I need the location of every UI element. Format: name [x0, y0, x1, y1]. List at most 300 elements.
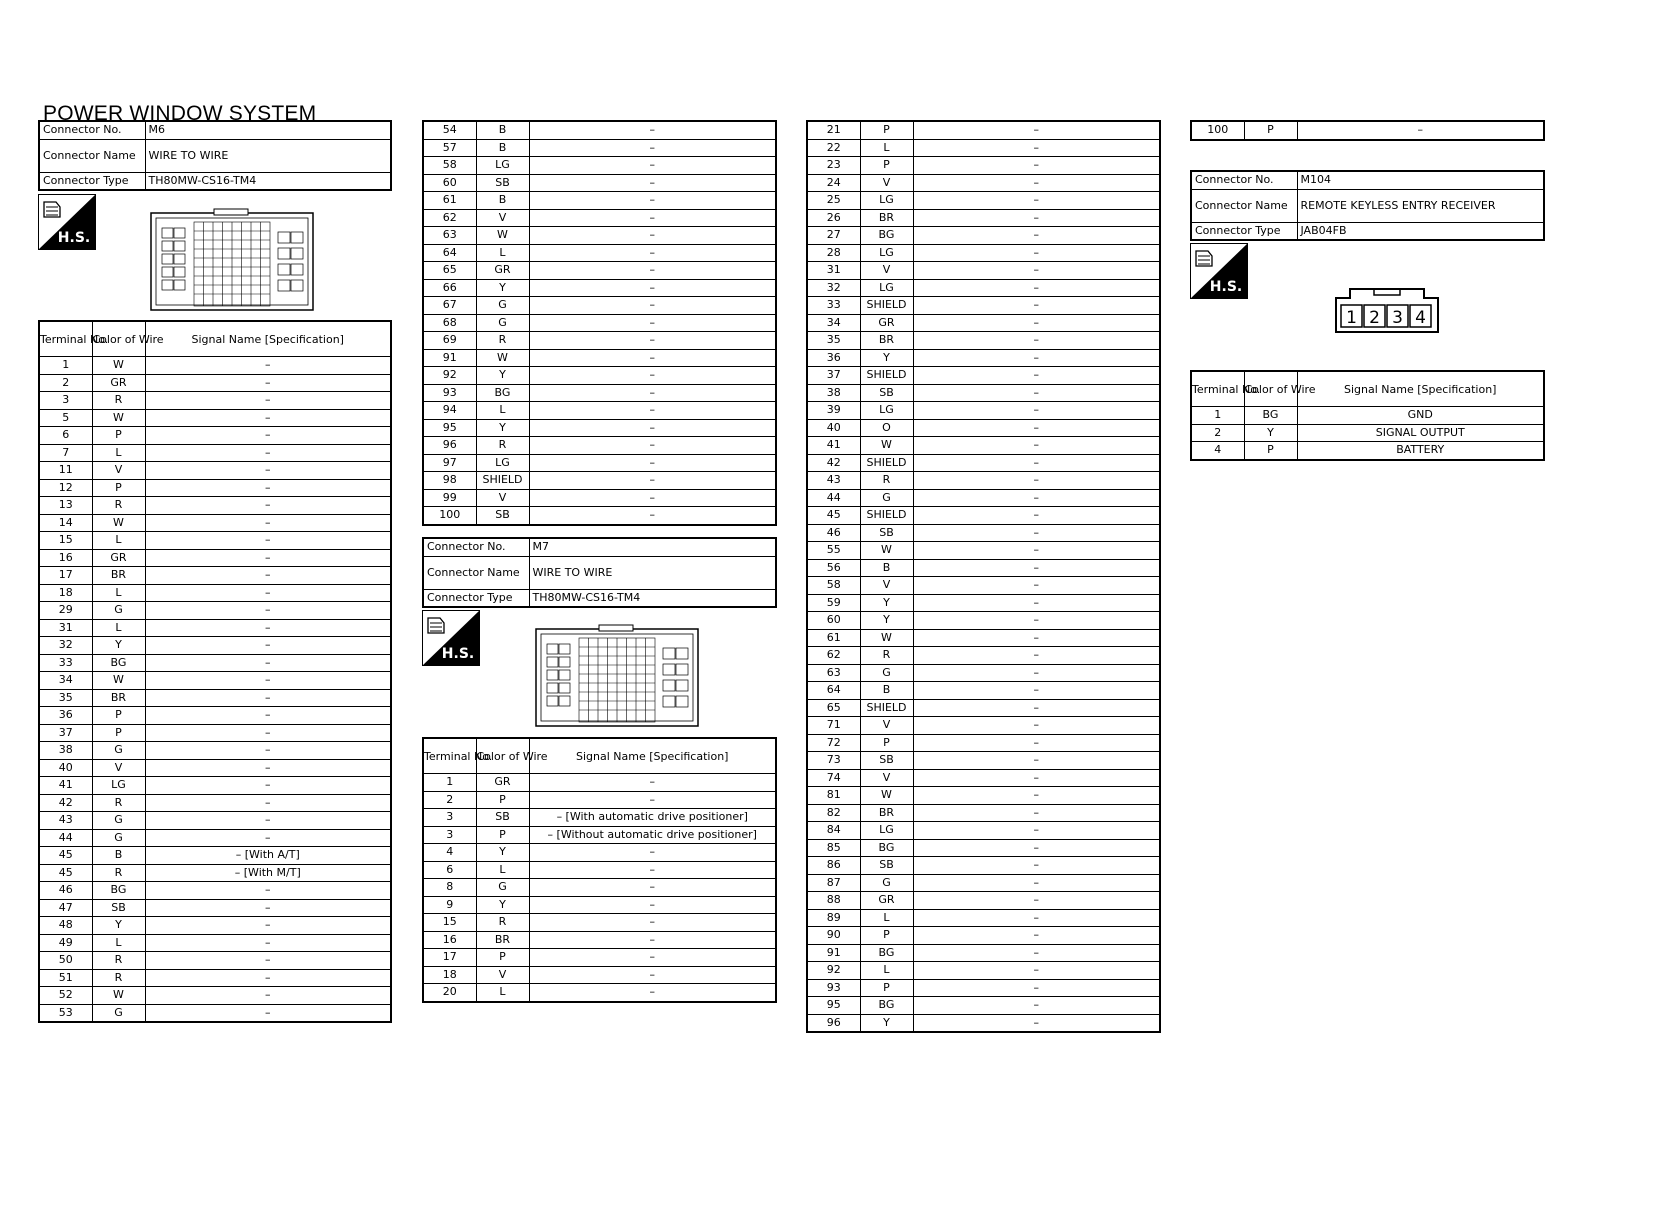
signal-name-cell: –	[913, 857, 1160, 875]
wire-color-cell: BR	[476, 931, 529, 949]
signal-name-cell: –	[913, 909, 1160, 927]
table-row	[807, 769, 1160, 787]
wire-color-cell: SHIELD	[860, 507, 913, 525]
terminal-no-cell: 71	[807, 717, 860, 735]
terminal-no-cell: 91	[807, 944, 860, 962]
table-row	[423, 437, 776, 455]
signal-name-cell: –	[913, 979, 1160, 997]
signal-name-cell: –	[913, 262, 1160, 280]
table-row	[807, 472, 1160, 490]
terminal-no-cell: 44	[807, 489, 860, 507]
m7-terminal-table-continued	[806, 120, 1161, 1033]
wire-color-cell: Y	[476, 279, 529, 297]
signal-name-cell: –	[913, 1014, 1160, 1032]
table-row	[1191, 121, 1544, 140]
terminal-no-cell: 18	[423, 966, 476, 984]
table-row	[39, 514, 391, 532]
table-row	[39, 952, 391, 970]
terminal-no-cell: 96	[807, 1014, 860, 1032]
table-row	[423, 157, 776, 175]
wire-color-cell: V	[92, 759, 145, 777]
terminal-no-cell: 50	[39, 952, 92, 970]
wire-color-cell: R	[860, 647, 913, 665]
m104-rows	[1191, 407, 1544, 460]
signal-name-cell: –	[913, 664, 1160, 682]
table-row	[807, 559, 1160, 577]
wire-color-cell: Y	[476, 419, 529, 437]
signal-name-cell: BATTERY	[1297, 442, 1544, 460]
table-row	[423, 791, 776, 809]
signal-name-cell: –	[145, 654, 391, 672]
m7-last-rows	[1191, 121, 1544, 140]
wire-color-cell: R	[860, 472, 913, 490]
terminal-no-cell: 61	[423, 192, 476, 210]
wire-color-cell: V	[476, 489, 529, 507]
terminal-no-cell: 88	[807, 892, 860, 910]
wire-color-cell: Y	[860, 1014, 913, 1032]
terminal-no-cell: 64	[807, 682, 860, 700]
wire-color-cell: R	[476, 437, 529, 455]
table-row	[807, 664, 1160, 682]
wire-color-cell: LG	[476, 157, 529, 175]
table-row	[423, 774, 776, 792]
m104-terminal-table	[1190, 370, 1545, 461]
wire-color-cell: BG	[1244, 407, 1297, 425]
signal-name-cell: –	[145, 462, 391, 480]
table-row	[423, 279, 776, 297]
table-row	[39, 567, 391, 585]
table-row	[423, 914, 776, 932]
signal-name-cell: –	[145, 427, 391, 445]
signal-name-cell: –	[529, 861, 776, 879]
hs-badge-icon	[38, 194, 96, 250]
wire-color-cell: G	[92, 829, 145, 847]
wire-color-cell: P	[476, 949, 529, 967]
terminal-no-header: Terminal No.	[39, 321, 92, 357]
table-row	[423, 879, 776, 897]
table-row	[807, 209, 1160, 227]
signal-name-cell: –	[913, 892, 1160, 910]
signal-name-cell: –	[913, 454, 1160, 472]
wire-color-cell: L	[92, 934, 145, 952]
signal-name-cell: –	[529, 791, 776, 809]
wire-color-cell: SHIELD	[860, 699, 913, 717]
wire-color-cell: R	[92, 969, 145, 987]
wire-color-cell: B	[476, 139, 529, 157]
terminal-no-cell: 11	[39, 462, 92, 480]
wire-color-cell: L	[476, 244, 529, 262]
wire-color-cell: GR	[476, 262, 529, 280]
terminal-no-cell: 39	[807, 402, 860, 420]
table-row	[39, 934, 391, 952]
signal-name-cell: –	[145, 549, 391, 567]
signal-name-cell: –	[913, 244, 1160, 262]
table-row	[423, 192, 776, 210]
terminal-no-cell: 84	[807, 822, 860, 840]
wire-color-cell: LG	[92, 777, 145, 795]
terminal-no-cell: 40	[39, 759, 92, 777]
terminal-no-cell: 60	[807, 612, 860, 630]
wire-color-cell: W	[860, 629, 913, 647]
signal-name-cell: –	[913, 752, 1160, 770]
terminal-no-cell: 55	[807, 542, 860, 560]
signal-name-cell: –	[529, 174, 776, 192]
terminal-no-cell: 33	[39, 654, 92, 672]
terminal-no-cell: 42	[39, 794, 92, 812]
terminal-no-cell: 28	[807, 244, 860, 262]
wire-color-cell: G	[92, 742, 145, 760]
wire-color-cell: V	[860, 577, 913, 595]
table-row	[807, 577, 1160, 595]
table-row	[807, 139, 1160, 157]
table-row	[807, 174, 1160, 192]
terminal-no-cell: 34	[807, 314, 860, 332]
wire-color-cell: Y	[1244, 424, 1297, 442]
m6-terminal-table	[38, 320, 392, 1023]
wire-color-cell: SB	[476, 809, 529, 827]
table-row	[39, 812, 391, 830]
table-row	[807, 944, 1160, 962]
signal-name-cell: –	[913, 542, 1160, 560]
wire-color-cell: GR	[92, 549, 145, 567]
signal-name-cell: – [With A/T]	[145, 847, 391, 865]
table-row	[39, 759, 391, 777]
wire-color-cell: SHIELD	[860, 367, 913, 385]
connector-no-value: M104	[1297, 171, 1544, 189]
table-row	[807, 734, 1160, 752]
wire-color-cell: W	[92, 987, 145, 1005]
terminal-no-cell: 35	[807, 332, 860, 350]
wire-color-cell: LG	[860, 244, 913, 262]
table-row	[807, 384, 1160, 402]
signal-name-cell: –	[529, 279, 776, 297]
wire-color-cell: BR	[860, 804, 913, 822]
terminal-no-cell: 92	[423, 367, 476, 385]
terminal-no-cell: 62	[807, 647, 860, 665]
signal-name-cell: –	[529, 472, 776, 490]
terminal-no-cell: 45	[39, 864, 92, 882]
table-row	[807, 1014, 1160, 1032]
signal-name-cell: –	[913, 559, 1160, 577]
terminal-no-cell: 62	[423, 209, 476, 227]
terminal-no-cell: 60	[423, 174, 476, 192]
signal-name-cell: –	[913, 192, 1160, 210]
table-row	[423, 402, 776, 420]
wire-color-cell: BR	[92, 567, 145, 585]
terminal-no-cell: 46	[39, 882, 92, 900]
wire-color-cell: V	[92, 462, 145, 480]
table-row	[807, 227, 1160, 245]
connector-name-value: WIRE TO WIRE	[529, 556, 776, 589]
table-row	[1191, 407, 1544, 425]
wire-color-cell: Y	[92, 637, 145, 655]
terminal-no-cell: 31	[39, 619, 92, 637]
pin-label: 3	[1392, 308, 1403, 328]
wire-color-cell: SHIELD	[860, 297, 913, 315]
signal-name-cell: –	[145, 392, 391, 410]
wire-color-cell: L	[92, 619, 145, 637]
m7-terminal-table	[422, 737, 777, 1003]
signal-name-cell: –	[145, 672, 391, 690]
signal-name-cell: –	[145, 742, 391, 760]
wire-color-cell: V	[860, 174, 913, 192]
table-row	[423, 174, 776, 192]
table-row	[39, 899, 391, 917]
wire-color-cell: LG	[860, 822, 913, 840]
table-row	[39, 392, 391, 410]
wire-color-cell: Y	[476, 896, 529, 914]
signal-name-cell: –	[913, 682, 1160, 700]
signal-name-cell: –	[145, 934, 391, 952]
connector-type-value: TH80MW-CS16-TM4	[529, 589, 776, 607]
wire-color-cell: G	[92, 602, 145, 620]
connector-no-label: Connector No.	[1191, 171, 1297, 189]
table-row	[807, 647, 1160, 665]
terminal-no-cell: 46	[807, 524, 860, 542]
terminal-no-cell: 90	[807, 927, 860, 945]
table-row	[807, 892, 1160, 910]
wire-color-cell: L	[476, 402, 529, 420]
pin-label: 2	[1369, 308, 1380, 328]
terminal-no-cell: 61	[807, 629, 860, 647]
terminal-no-cell: 82	[807, 804, 860, 822]
table-row	[423, 314, 776, 332]
terminal-no-cell: 56	[807, 559, 860, 577]
table-row	[39, 969, 391, 987]
signal-name-cell: –	[913, 804, 1160, 822]
table-row	[807, 314, 1160, 332]
wire-color-cell: SB	[476, 174, 529, 192]
signal-name-cell: –	[145, 917, 391, 935]
table-row	[39, 987, 391, 1005]
table-row	[807, 437, 1160, 455]
wire-color-cell: B	[476, 121, 529, 139]
wire-color-cell: L	[476, 861, 529, 879]
wire-color-cell: BR	[860, 209, 913, 227]
table-row	[807, 752, 1160, 770]
terminal-no-cell: 74	[807, 769, 860, 787]
wire-color-cell: P	[860, 927, 913, 945]
signal-name-cell: –	[913, 717, 1160, 735]
table-row	[807, 717, 1160, 735]
terminal-no-cell: 100	[1191, 121, 1244, 140]
wire-color-cell: BR	[92, 689, 145, 707]
table-row	[39, 847, 391, 865]
table-row	[39, 479, 391, 497]
signal-name-cell: –	[913, 209, 1160, 227]
wire-color-cell: LG	[476, 454, 529, 472]
terminal-no-cell: 2	[39, 374, 92, 392]
table-row	[807, 542, 1160, 560]
signal-name-cell: –	[529, 879, 776, 897]
wire-color-cell: BG	[92, 654, 145, 672]
terminal-no-cell: 26	[807, 209, 860, 227]
signal-name-cell: –	[529, 262, 776, 280]
table-row	[807, 454, 1160, 472]
terminal-no-cell: 98	[423, 472, 476, 490]
signal-name-cell: SIGNAL OUTPUT	[1297, 424, 1544, 442]
signal-name-cell: –	[529, 931, 776, 949]
table-row	[39, 637, 391, 655]
table-row	[423, 826, 776, 844]
wire-color-cell: P	[476, 826, 529, 844]
terminal-no-cell: 40	[807, 419, 860, 437]
terminal-no-cell: 65	[423, 262, 476, 280]
connector-no-value: M7	[529, 538, 776, 556]
terminal-no-cell: 97	[423, 454, 476, 472]
table-row	[423, 984, 776, 1002]
signal-name-header: Signal Name [Specification]	[145, 321, 391, 357]
signal-name-cell: –	[913, 507, 1160, 525]
terminal-no-cell: 43	[39, 812, 92, 830]
table-row	[423, 966, 776, 984]
table-row	[807, 997, 1160, 1015]
terminal-no-cell: 100	[423, 507, 476, 525]
table-row	[39, 672, 391, 690]
table-row	[423, 419, 776, 437]
signal-name-cell: –	[529, 192, 776, 210]
terminal-no-cell: 3	[39, 392, 92, 410]
terminal-no-cell: 21	[807, 121, 860, 139]
terminal-no-cell: 25	[807, 192, 860, 210]
signal-name-cell: –	[145, 812, 391, 830]
terminal-no-cell: 12	[39, 479, 92, 497]
wire-color-cell: L	[92, 444, 145, 462]
terminal-no-cell: 92	[807, 962, 860, 980]
wire-color-cell: B	[92, 847, 145, 865]
wire-color-cell: BG	[860, 227, 913, 245]
signal-name-cell: GND	[1297, 407, 1544, 425]
signal-name-cell: –	[913, 699, 1160, 717]
wire-color-cell: R	[92, 864, 145, 882]
terminal-no-cell: 91	[423, 349, 476, 367]
wire-color-cell: BG	[476, 384, 529, 402]
table-row	[423, 861, 776, 879]
wire-color-cell: Y	[860, 594, 913, 612]
signal-name-cell: –	[145, 882, 391, 900]
terminal-no-cell: 17	[423, 949, 476, 967]
terminal-no-cell: 24	[807, 174, 860, 192]
wire-color-cell: P	[92, 724, 145, 742]
wire-color-cell: SB	[860, 384, 913, 402]
signal-name-cell: –	[145, 899, 391, 917]
wire-color-cell: V	[476, 966, 529, 984]
table-row	[807, 594, 1160, 612]
color-of-wire-header: Color of Wire	[1244, 371, 1297, 407]
terminal-no-cell: 94	[423, 402, 476, 420]
signal-name-cell: –	[913, 419, 1160, 437]
signal-name-cell: –	[529, 121, 776, 139]
terminal-no-cell: 66	[423, 279, 476, 297]
table-row	[39, 427, 391, 445]
signal-name-cell: –	[145, 794, 391, 812]
terminal-no-cell: 4	[423, 844, 476, 862]
wire-color-cell: L	[92, 584, 145, 602]
wire-color-cell: R	[92, 952, 145, 970]
terminal-no-cell: 68	[423, 314, 476, 332]
wire-color-cell: W	[92, 409, 145, 427]
terminal-no-cell: 93	[423, 384, 476, 402]
signal-name-cell: –	[145, 374, 391, 392]
terminal-no-cell: 36	[39, 707, 92, 725]
connector-type-value: JAB04FB	[1297, 222, 1544, 240]
wire-color-cell: V	[860, 717, 913, 735]
wire-color-cell: W	[860, 787, 913, 805]
table-row	[423, 489, 776, 507]
signal-name-cell: –	[145, 724, 391, 742]
signal-name-cell: –	[913, 157, 1160, 175]
wire-color-cell: P	[476, 791, 529, 809]
table-row	[39, 707, 391, 725]
wire-color-cell: R	[92, 794, 145, 812]
terminal-no-cell: 32	[39, 637, 92, 655]
table-row	[423, 931, 776, 949]
wire-color-cell: G	[92, 1004, 145, 1022]
terminal-no-header: Terminal No.	[423, 738, 476, 774]
table-row	[39, 444, 391, 462]
signal-name-cell: –	[529, 774, 776, 792]
terminal-no-cell: 49	[39, 934, 92, 952]
terminal-no-cell: 85	[807, 839, 860, 857]
signal-name-cell: –	[145, 969, 391, 987]
table-row	[807, 822, 1160, 840]
signal-name-cell: –	[913, 822, 1160, 840]
signal-name-cell: –	[913, 769, 1160, 787]
hs-badge-icon	[422, 610, 480, 666]
terminal-no-cell: 14	[39, 514, 92, 532]
signal-name-cell: –	[913, 612, 1160, 630]
table-row	[807, 629, 1160, 647]
signal-name-cell: –	[913, 349, 1160, 367]
signal-name-cell: –	[529, 437, 776, 455]
signal-name-cell: –	[913, 647, 1160, 665]
wire-color-cell: P	[860, 121, 913, 139]
signal-name-cell: –	[913, 384, 1160, 402]
signal-name-cell: –	[529, 454, 776, 472]
pin-label: 1	[1346, 308, 1357, 328]
terminal-no-cell: 63	[423, 227, 476, 245]
table-row	[807, 157, 1160, 175]
wire-color-cell: GR	[860, 314, 913, 332]
wire-color-cell: BG	[92, 882, 145, 900]
connector-type-label: Connector Type	[423, 589, 529, 607]
signal-name-cell: – [With automatic drive positioner]	[529, 809, 776, 827]
page-title: POWER WINDOW SYSTEM	[43, 102, 317, 125]
terminal-no-cell: 59	[807, 594, 860, 612]
table-row	[423, 244, 776, 262]
connector-type-label: Connector Type	[1191, 222, 1297, 240]
wire-color-cell: W	[860, 437, 913, 455]
signal-name-cell: –	[529, 419, 776, 437]
terminal-no-cell: 58	[807, 577, 860, 595]
wire-color-cell: P	[92, 479, 145, 497]
wire-color-cell: SB	[476, 507, 529, 525]
m7-terminal-table-last	[1190, 120, 1545, 141]
signal-name-cell: –	[145, 689, 391, 707]
terminal-no-cell: 63	[807, 664, 860, 682]
signal-name-cell: –	[145, 409, 391, 427]
wire-color-cell: P	[1244, 442, 1297, 460]
signal-name-cell: –	[145, 514, 391, 532]
table-row	[39, 357, 391, 375]
signal-name-cell: –	[145, 584, 391, 602]
wire-color-cell: L	[860, 909, 913, 927]
table-row	[807, 349, 1160, 367]
terminal-no-cell: 6	[423, 861, 476, 879]
terminal-no-cell: 81	[807, 787, 860, 805]
table-row	[423, 262, 776, 280]
terminal-no-cell: 43	[807, 472, 860, 490]
